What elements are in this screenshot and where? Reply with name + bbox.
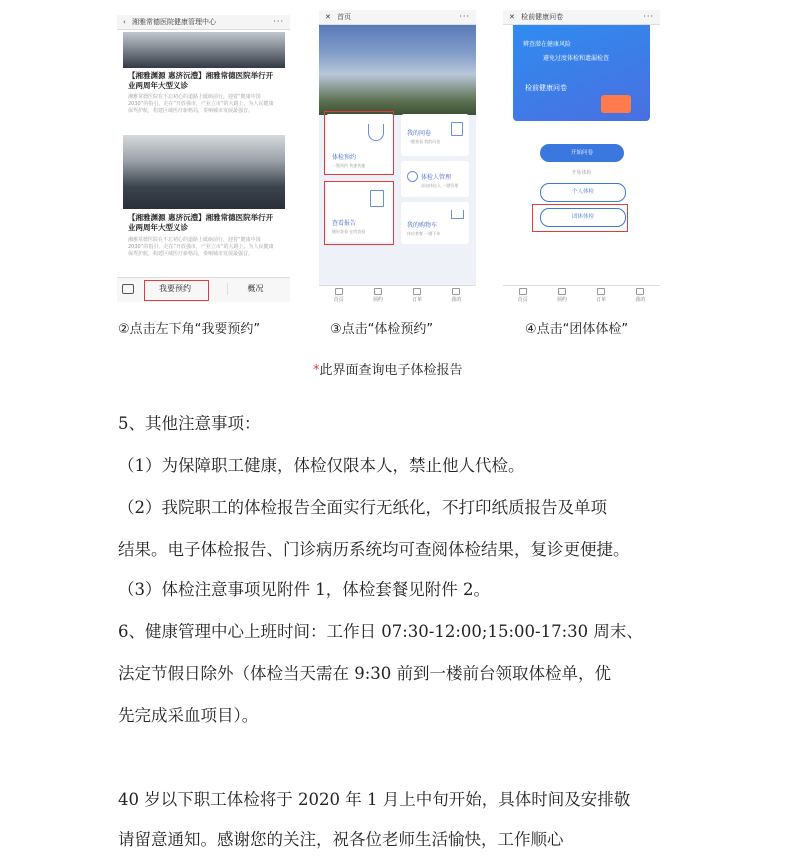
appoint-icon [374, 288, 382, 295]
tab-mine-label: 我的 [635, 297, 646, 303]
tab-home-label: 首页 [517, 297, 528, 303]
card-report-title: 查看报告 [332, 220, 357, 227]
news-body-1: 湘雅常德医院在不忘初心的道路上砥砺前行，迎着“健康中国2030”的指引，走在“开放强市，产业立市”的大路上，为人民健康保驾护航，构建区域医疗新格局，奏响城市发展最强音。 [128, 94, 274, 114]
paragraph-2-line-1: （2）我院职工的体检报告全面实行无纸化，不打印纸质报告及单项 [118, 498, 607, 517]
caption-step-2: ②点击左下角“我要预约” [118, 322, 261, 337]
hospital-banner [319, 25, 476, 115]
questionnaire-header [503, 10, 660, 25]
group-exam-button[interactable]: 团体体检 [540, 208, 626, 227]
section-6-line-3: 先完成采血项目）。 [118, 706, 259, 725]
tab-appoint-label: 预约 [556, 297, 567, 303]
questionnaire-title: 检前健康问卷 [521, 13, 564, 21]
start-questionnaire-button[interactable]: 开始问卷 [540, 144, 624, 162]
report-note [313, 359, 463, 378]
closing-line-2: 请留意通知。感谢您的关注，祝各位老师生活愉快，工作顺心 [118, 830, 564, 849]
caption-step-3: ③点击“体检预约” [330, 322, 434, 337]
paragraph-3: （3）体检注意事项见附件 1，体检套餐见附件 2。 [118, 580, 490, 599]
questionnaire-banner [513, 25, 650, 121]
screenshot-questionnaire [503, 10, 660, 304]
user-icon [407, 171, 418, 182]
tab-home-label: 首页 [333, 297, 344, 303]
close-icon[interactable]: ✕ [325, 13, 331, 21]
news-title-1[interactable]: 【湘雅渊源 惠济沅澧】湘雅常德医院举行开业两周年大型义诊 [128, 71, 274, 90]
user-icon [636, 288, 644, 295]
card-cart-title: 我的购物车 [407, 222, 438, 229]
orders-icon [413, 288, 421, 295]
home-header [319, 10, 476, 25]
orders-icon [597, 288, 605, 295]
news-body-2: 湘雅常德医院在不忘初心的道路上砥砺前行，迎着“健康中国2030”的指引，走在“开放强市，产业立市”的大路上，为人民健康保驾护航，构建区域医疗新格局，奏响城市发展最强音。 [128, 237, 274, 257]
paragraph-1: （1）为保障职工健康，体检仅限本人，禁止他人代检。 [118, 456, 525, 475]
card-appointment-sub: 一键预约 快速快捷 [332, 163, 366, 168]
medical-illustration-icon [601, 95, 631, 113]
tab-home[interactable] [503, 286, 542, 304]
card-examinee[interactable] [401, 161, 469, 197]
section-6-line-2: 法定节假日除外（体检当天需在 9:30 前到一楼前台领取体检单，优 [118, 664, 612, 683]
banner-line-2: 避免过度体检和遗漏检查 [543, 55, 610, 62]
highlight-group-exam-button [532, 204, 628, 232]
more-icon[interactable]: ··· [273, 17, 284, 26]
tab-orders[interactable] [582, 286, 621, 304]
back-icon[interactable]: ‹ [123, 18, 126, 26]
card-examinee-sub: 添加体检人 一键管理 [421, 183, 459, 188]
card-cart-sub: 体检套餐 一键下单 [407, 231, 441, 236]
card-questionnaire-title: 我的问卷 [407, 130, 432, 137]
banner-line-1: 辨查潜在健康风险 [523, 41, 572, 48]
news-photo-2 [123, 135, 285, 209]
card-appointment-title: 体检预约 [332, 154, 357, 161]
home-tabbar [319, 285, 476, 304]
highlight-report-card [324, 181, 394, 245]
section-5-heading: 5、其他注意事项： [118, 414, 261, 433]
highlight-appoint-button [144, 280, 209, 301]
article-title: 湘雅常德医院健康管理中心 [132, 18, 217, 26]
user-icon [452, 288, 460, 295]
questionnaire-tabbar [503, 285, 660, 304]
banner-title: 检前健康问卷 [525, 84, 567, 92]
more-icon[interactable]: ··· [459, 12, 470, 21]
card-cart[interactable] [401, 202, 469, 244]
tab-orders[interactable] [398, 286, 437, 304]
screenshot-wechat-article [117, 15, 290, 302]
note-text: 此界面查询电子体检报告 [319, 363, 463, 378]
tab-orders-label: 订单 [596, 297, 607, 303]
tab-mine[interactable] [437, 286, 476, 304]
news-photo-1 [123, 32, 285, 68]
note-star: * [313, 363, 320, 378]
wechat-header [117, 15, 290, 30]
more-icon[interactable]: ··· [643, 12, 654, 21]
tab-mine-label: 我的 [451, 297, 462, 303]
home-icon [335, 288, 343, 295]
close-icon[interactable]: ✕ [509, 13, 515, 21]
tab-appoint[interactable] [542, 286, 581, 304]
home-title: 首页 [337, 13, 352, 21]
card-examinee-title: 体检人管理 [421, 174, 452, 181]
appoint-icon [558, 288, 566, 295]
news-title-2[interactable]: 【湘雅渊源 惠济沅澧】湘雅常德医院举行开业两周年大型义诊 [128, 213, 274, 232]
tab-appoint-label: 预约 [372, 297, 383, 303]
highlight-appointment-card [324, 111, 394, 175]
overview-menu-button[interactable]: 概况 [227, 283, 283, 295]
personal-exam-button[interactable]: 个人体检 [540, 183, 626, 202]
edit-icon [451, 122, 463, 136]
cart-icon [451, 210, 464, 219]
paragraph-2-line-2: 结果。电子体检报告、门诊病历系统均可查阅体检结果，复诊更便捷。 [118, 540, 630, 559]
divider-label: 开始体检 [571, 170, 592, 176]
keyboard-icon[interactable] [122, 284, 134, 294]
caption-step-4: ④点击“团体体检” [525, 322, 629, 337]
card-report-sub: 随时查看 在线查看 [332, 229, 366, 234]
card-questionnaire-sub: 一键查看 我的问卷 [407, 139, 441, 144]
appoint-menu-button[interactable]: 我要预约 [159, 284, 191, 293]
tab-appoint[interactable] [358, 286, 397, 304]
closing-line-1: 40 岁以下职工体检将于 2020 年 1 月上中旬开始，具体时间及安排敬 [118, 790, 631, 809]
home-icon [519, 288, 527, 295]
tab-home[interactable] [319, 286, 358, 304]
section-6-line-1: 6、健康管理中心上班时间：工作日 07:30-12:00;15:00-17:30 周末、 [118, 622, 643, 641]
tab-orders-label: 订单 [412, 297, 423, 303]
card-questionnaire[interactable] [401, 114, 469, 156]
tab-mine[interactable] [621, 286, 660, 304]
